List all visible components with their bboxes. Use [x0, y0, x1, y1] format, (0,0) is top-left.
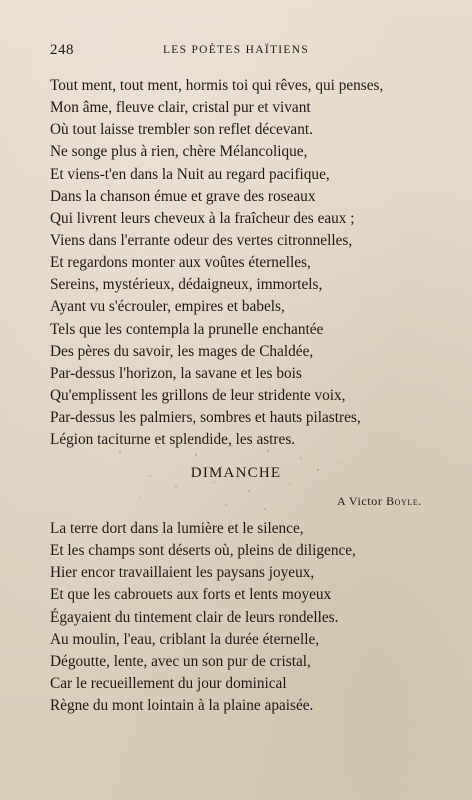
verse-line: La terre dort dans la lumière et le silence,: [50, 520, 304, 537]
dedication: [337, 494, 422, 509]
verse-line: Où tout laisse trembler son reflet décevant.: [50, 121, 313, 139]
poem-stanza: [50, 75, 450, 451]
dedication-name: Boyle.: [386, 494, 422, 508]
verse-line: Hier encor travaillaient les paysans joyeux,: [50, 564, 315, 582]
verse-line: Mon âme, fleuve clair, cristal pur et vivant: [50, 99, 311, 117]
verse-line: Dans la chanson émue et grave des roseaux: [50, 187, 316, 205]
verse-line: Dégoutte, lente, avec un son pur de cristal,: [50, 652, 311, 670]
verse-line: Sereins, mystérieux, dédaigneux, immortels,: [50, 276, 323, 294]
verse-line: Ne songe plus à rien, chère Mélancolique,: [50, 143, 308, 161]
verse-line: Car le recueillement du jour dominical: [50, 674, 287, 692]
verse-line: Tout ment, tout ment, hormis toi qui rêves, qui penses,: [50, 77, 384, 94]
verse-line: Et viens-t'en dans la Nuit au regard pacifique,: [50, 165, 330, 183]
running-title: LES POÈTES HAÏTIENS: [162, 44, 310, 56]
poem-title: DIMANCHE: [190, 465, 282, 481]
verse-line: Égayaient du tintement clair de leurs rondelles.: [50, 608, 339, 626]
verse-line: Qu'emplissent les grillons de leur stridente voix,: [50, 386, 346, 404]
poem-stanza: [50, 518, 450, 717]
verse-line: Par-dessus les palmiers, sombres et hauts pilastres,: [50, 409, 361, 427]
verse-line: Viens dans l'errante odeur des vertes citronnelles,: [50, 231, 353, 249]
verse-line: Tels que les contempla la prunelle enchantée: [50, 320, 324, 338]
verse-line: Au moulin, l'eau, criblant la durée éternelle,: [50, 630, 320, 648]
verse-line: Règne du mont lointain à la plaine apaisée.: [50, 697, 314, 715]
verse-line: Légion taciturne et splendide, les astres.: [50, 431, 296, 449]
verse-line: Ayant vu s'écrouler, empires et babels,: [50, 298, 285, 316]
verse-line: Des pères du savoir, les mages de Chaldée,: [50, 342, 314, 360]
verse-line: Et regardons monter aux voûtes éternelles,: [50, 254, 311, 272]
verse-line: Par-dessus l'horizon, la savane et les bois: [50, 364, 302, 382]
verse-line: Et que les cabrouets aux forts et lents moyeux: [50, 586, 332, 604]
dedication-prefix: A Victor: [336, 494, 387, 508]
verse-line: Et les champs sont déserts où, pleins de diligence,: [50, 542, 356, 560]
page-number: 248: [50, 42, 74, 58]
verse-line: Qui livrent leurs cheveux à la fraîcheur des eaux ;: [50, 209, 355, 227]
